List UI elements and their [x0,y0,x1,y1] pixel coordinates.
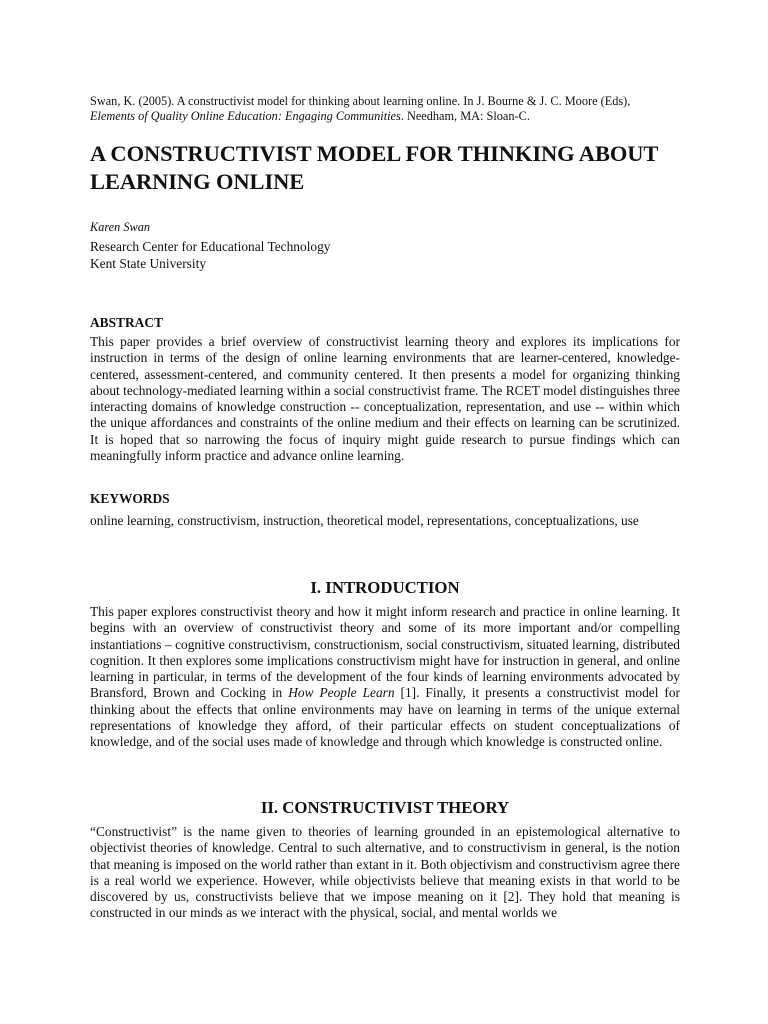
citation-line: Swan, K. (2005). A constructivist model for thinking about learning online. In J. Bourne & J. C. Moore (Eds), [90,94,631,108]
citation-publisher: . Needham, MA: Sloan-C. [400,109,530,123]
introduction-heading: I. INTRODUCTION [310,578,460,597]
author-name: Karen Swan [90,220,151,234]
affiliation [90,239,680,272]
citation [90,94,680,124]
constructivist-theory-heading: II. CONSTRUCTIVIST THEORY [260,798,510,817]
introduction-text-part-1: This paper explores constructivist theory and how it might inform research and practice in online learning. It begins with an overview of constructivist theory and some of its more important and/or compelling instantiations – cognitive constructivism, constructionism, social constructivism, situated learning, distributed cognition. It then explores some implications constructivism might have for instruction in general, and online learning in particular, in terms of the development of the four kinds of learning environments advocated by Bransford, Brown and Cocking in [90,604,680,701]
abstract-text: This paper provides a brief overview of constructivist learning theory and explores its implications for instruction in terms of the design of online learning environments that are learner-centered, knowledge-centered, assessment-centered, and community centered. It then presents a model for organizing thinking about technology-mediated learning within a social constructivist frame. The RCET model distinguishes three interacting domains of knowledge construction -- conceptualization, representation, and use -- within which the unique affordances and constraints of the online medium and their effects on learning can be scrutinized. It is hoped that so narrowing the focus of inquiry might guide research to pursue findings which can meaningfully inform practice and advance online learning. [90,334,680,464]
constructivist-theory-text: “Constructivist” is the name given to theories of learning grounded in an epistemological alternative to objectivist theories of knowledge. Central to such alternative, and to constructivism in general, is the notion that meaning is imposed on the world rather than extant in it. Both objectivism and constructivism agree there is a real world we experience. However, while objectivists believe that meaning exists in that world to be discovered by us, constructivists believe that we impose meaning on it [2]. They hold that meaning is constructed in our minds as we interact with the physical, social, and mental worlds we [90,824,680,921]
keywords-heading: KEYWORDS [90,491,170,506]
book-title-reference: How People Learn [288,685,395,701]
introduction-text [90,604,680,751]
keywords-text: online learning, constructivism, instruction, theoretical model, representations, conceptualizations, use [90,513,639,528]
paper-title: A CONSTRUCTIVIST MODEL FOR THINKING ABOUT LEARNING ONLINE [90,141,658,194]
affiliation-line-2: Kent State University [90,255,207,271]
citation-book-title: Elements of Quality Online Education: Engaging Communities [90,109,401,123]
affiliation-line-1: Research Center for Educational Technology [90,239,331,254]
introduction-text-part-2: [1]. Finally, it presents a constructivist model for thinking about the effects that online environments may have on learning in terms of the unique external representations of knowledge they afford, of their particular effects on student conceptualizations of knowledge, and of the social uses made of knowledge and through which knowledge is constructed online. [90,685,680,750]
abstract-heading: ABSTRACT [90,315,163,330]
